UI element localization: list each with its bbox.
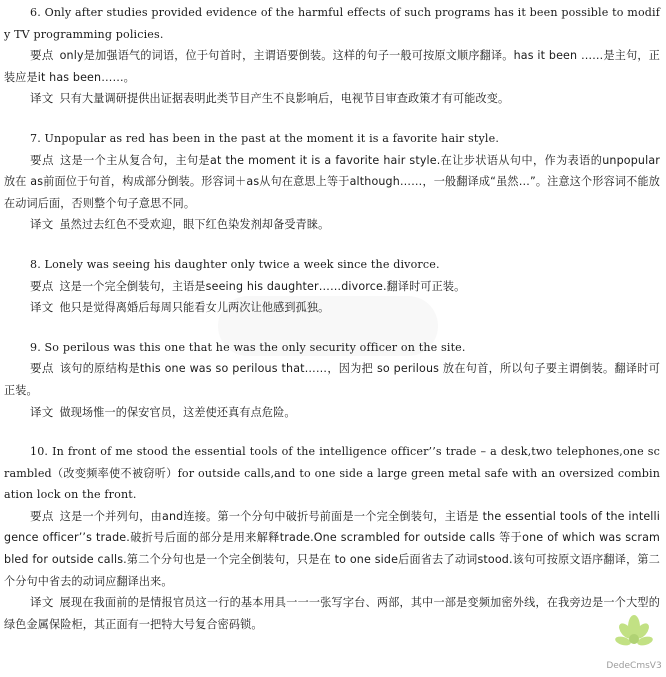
key-point [4,358,660,401]
example-item-10 [4,441,660,635]
translation-text: 他只是觉得离婚后每周只能看女儿两次让他感到孤独。 [59,301,330,315]
key-point-text: 这是一个并列句，由and连接。第一个分句中破折号前面是一个完全倒装句，主语是 the essential tools of the intelligence officer’’s trade.破折号后面的部分是用来解释trade.One scrambled for outside calls 等于one of which was scrambled for outside calls.第二个分句也是一个完全倒装句，只是在 to one side后面省去了动词stood.该句可按原文语序翻译，第二个分句中省去的动词应翻译出来。 [4,509,660,588]
translation-text: 做现场惟一的保安官员，这差使还真有点危险。 [59,405,296,419]
translation [4,297,660,319]
example-item-6 [4,2,660,110]
key-point-text: 该句的原结构是this one was so perilous that……，因为把 so perilous 放在句首，所以句子要主谓倒装。翻译时可正装。 [4,362,660,397]
key-point [4,150,660,215]
key-point [4,276,660,298]
leaf-logo-icon [606,609,662,659]
key-point [4,45,660,88]
translation-label: 译文 [30,595,54,610]
key-point-label: 要点 [30,152,55,167]
example-sentence: 9. So perilous was this one that he was the only security officer on the site. [30,340,466,354]
example-item-9 [4,337,660,423]
watermark-label: DedeCmsV3 [606,661,662,671]
dedecms-watermark [606,609,662,671]
key-point-label: 要点 [30,278,54,293]
example-item-7 [4,128,660,236]
example-sentence: 10. In front of me stood the essential tools of the intelligence officer’’s trade – a desk,two telephones,one scrambled（改变频率使不被窃听）for outside calls,and to one side a large green metal safe with an oversized combination lock on the front. [4,445,660,502]
document-body [0,2,662,653]
translation [4,214,660,236]
key-point-label: 要点 [30,48,54,63]
translation-label: 译文 [30,217,54,232]
key-point-text: 这是一个主从复合句，主句是at the moment it is a favorite hair style.在让步状语从句中，作为表语的unpopular 放在 as前面位于句首，构成部分倒装。形容词＋as从句在意思上等于although……，一般翻译成“虽然…”。注意这个形容词不能放在动词后面，否则整个句子意思不同。 [4,153,660,210]
translation-label: 译文 [30,404,54,419]
key-point-text: 这是一个完全倒装句，主语是seeing his daughter……divorce.翻译时可正装。 [59,279,466,293]
key-point-label: 要点 [30,361,54,376]
translation-label: 译文 [30,91,54,106]
translation [4,592,660,635]
key-point [4,506,660,592]
key-point-label: 要点 [30,508,54,523]
example-sentence: 6. Only after studies provided evidence of the harmful effects of such programs has it been possible to modify TV programming policies. [4,6,660,41]
translation [4,402,660,424]
translation-label: 译文 [30,300,54,315]
translation-text: 只有大量调研提供出证据表明此类节目产生不良影响后，电视节目审查政策才有可能改变。 [59,92,510,106]
translation-text: 展现在我面前的是情报官员这一行的基本用具一一一张写字台、两部，其中一部是变频加密外线，在我旁边是一个大型的绿色金属保险柜，其正面有一把特大号复合密码锁。 [4,596,660,631]
translation [4,88,660,110]
key-point-text: only是加强语气的词语，位于句首时，主谓语要倒装。这样的句子一般可按原文顺序翻译。has it been ……是主句，正装应是it has been……。 [4,49,660,84]
translation-text: 虽然过去红色不受欢迎，眼下红色染发剂却备受青睐。 [59,218,330,232]
example-sentence: 7. Unpopular as red has been in the past at the moment it is a favorite hair style. [30,131,499,145]
example-sentence: 8. Lonely was seeing his daughter only twice a week since the divorce. [30,257,440,271]
example-item-8 [4,254,660,319]
